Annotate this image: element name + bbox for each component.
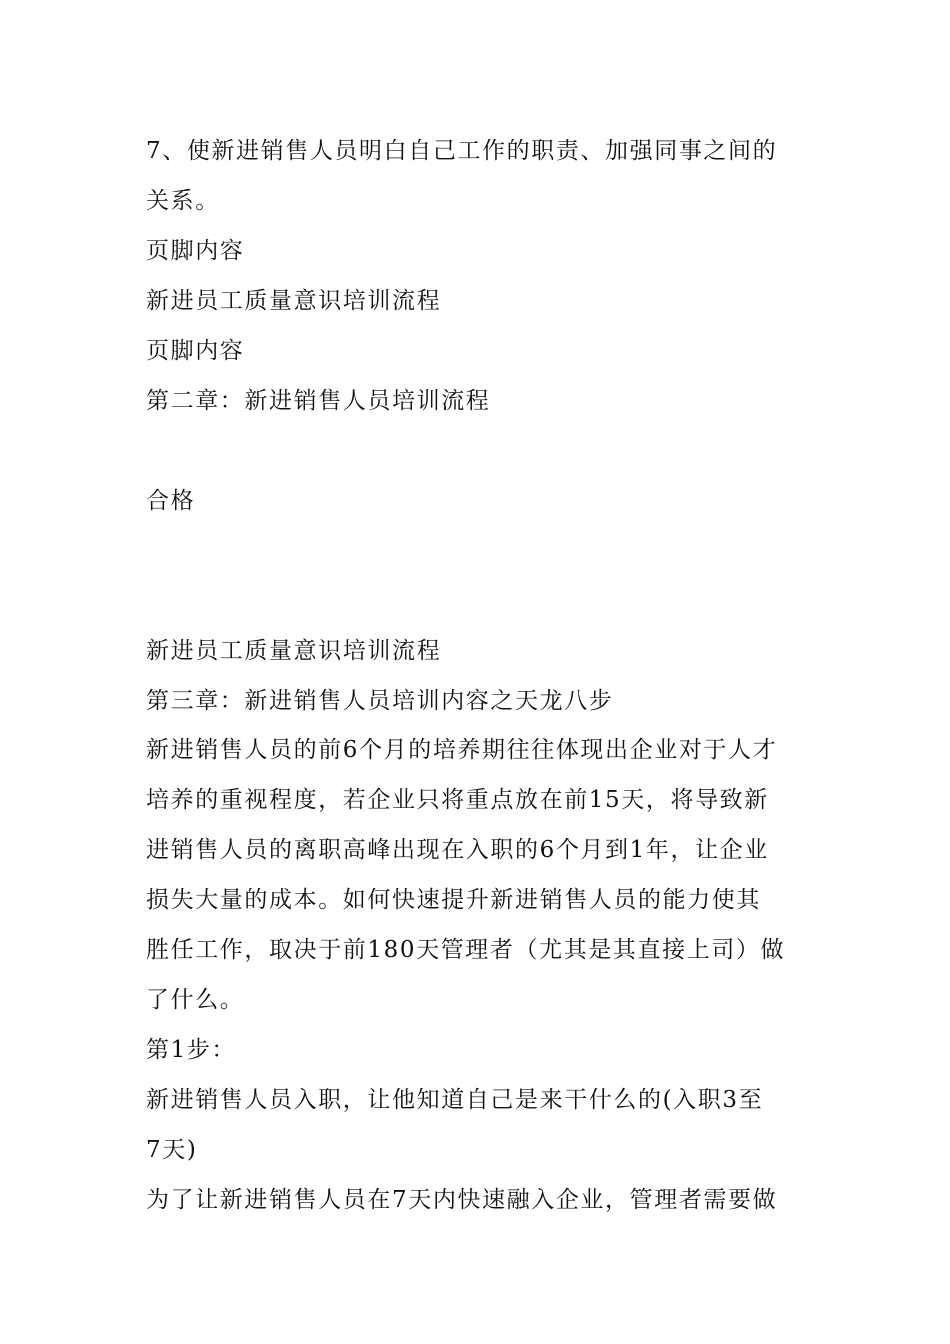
- paragraph-line: 为了让新进销售人员在7天内快速融入企业，管理者需要做: [146, 1187, 778, 1213]
- paragraph-line: 损失大量的成本。如何快速提升新进销售人员的能力使其: [146, 887, 761, 913]
- section-title: 新进员工质量意识培训流程: [146, 288, 442, 314]
- chapter-heading: 第三章：新进销售人员培训内容之天龙八步: [146, 688, 614, 714]
- paragraph-line: 新进销售人员的前6个月的培养期往往体现出企业对于人才: [146, 737, 778, 763]
- flow-label: 合格: [146, 488, 196, 514]
- footer-text: 页脚内容: [146, 338, 245, 364]
- paragraph-line: 胜任工作，取决于前180天管理者（尤其是其直接上司）做: [146, 937, 786, 963]
- paragraph-line: 7天): [146, 1137, 198, 1163]
- section-title: 新进员工质量意识培训流程: [146, 638, 442, 664]
- footer-text: 页脚内容: [146, 238, 245, 264]
- paragraph-line: 关系。: [146, 188, 220, 214]
- paragraph-line: 进销售人员的离职高峰出现在入职的6个月到1年，让企业: [146, 837, 769, 863]
- paragraph-line: 培养的重视程度，若企业只将重点放在前15天，将导致新: [146, 787, 769, 813]
- paragraph-line: 7、使新进销售人员明白自己工作的职责、加强同事之间的: [146, 138, 778, 164]
- paragraph-line: 新进销售人员入职，让他知道自己是来干什么的(入职3至: [146, 1087, 764, 1113]
- step-heading: 第1步：: [146, 1037, 237, 1063]
- chapter-heading: 第二章：新进销售人员培训流程: [146, 388, 491, 414]
- paragraph-line: 了什么。: [146, 987, 245, 1013]
